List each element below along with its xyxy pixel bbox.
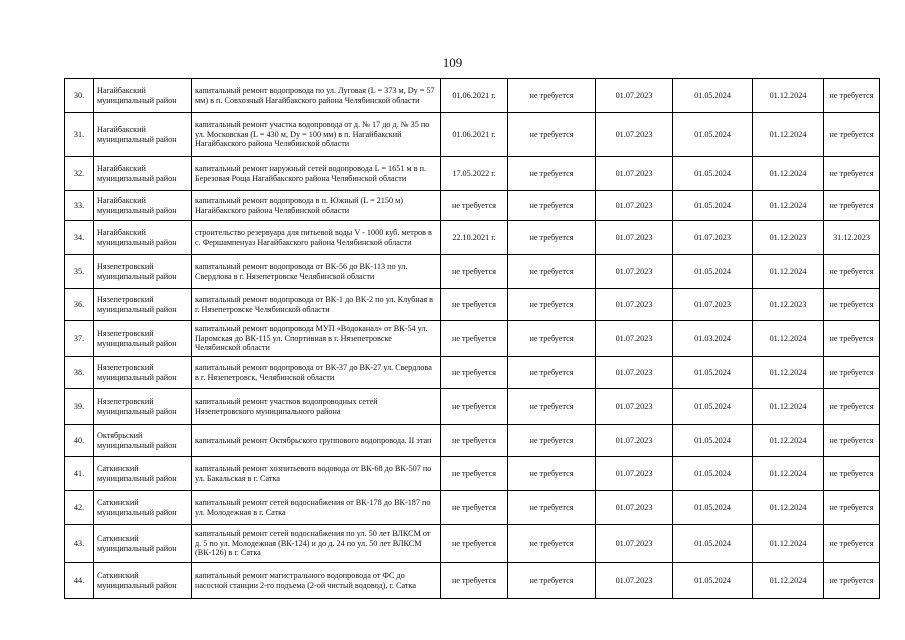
district-cell: Саткинский муниципальный район bbox=[94, 491, 192, 525]
date-6-cell: не требуется bbox=[824, 491, 880, 525]
date-6-cell: не требуется bbox=[824, 191, 880, 221]
table-row bbox=[65, 357, 880, 389]
description-cell: капитальный ремонт водопровода от ВК-56 до ВК-113 по ул. Свердлова в г. Нязепетровске Челябинской области bbox=[192, 255, 441, 289]
district-cell: Нязепетровский муниципальный район bbox=[94, 321, 192, 357]
row-number: 44. bbox=[65, 563, 94, 599]
district-cell: Саткинский муниципальный район bbox=[94, 457, 192, 491]
date-3-cell: 01.07.2023 bbox=[596, 321, 673, 357]
description-cell: капитальный ремонт водопровода от ВК-1 до ВК-2 по ул. Клубная в г. Нязепетровске Челябинской области bbox=[192, 289, 441, 321]
row-number: 31. bbox=[65, 113, 94, 157]
date-3-cell: 01.07.2023 bbox=[596, 563, 673, 599]
date-4-cell: 01.03.2024 bbox=[673, 321, 753, 357]
description-cell: капитальный ремонт водопровода в п. Южный (L = 2150 м) Нагайбакского района Челябинской области bbox=[192, 191, 441, 221]
description-cell: капитальный ремонт магистрального водопровода от ФС до насосной станции 2-го подъема (2-ой чистый водовод), г. Сатка bbox=[192, 563, 441, 599]
district-cell: Нагайбакский муниципальный район bbox=[94, 191, 192, 221]
date-4-cell: 01.05.2024 bbox=[673, 191, 753, 221]
date-1-cell: не требуется bbox=[441, 289, 508, 321]
district-cell: Нязепетровский муниципальный район bbox=[94, 357, 192, 389]
date-6-cell: 31.12.2023 bbox=[824, 221, 880, 255]
date-6-cell: не требуется bbox=[824, 79, 880, 113]
date-5-cell: 01.12.2024 bbox=[753, 321, 824, 357]
date-3-cell: 01.07.2023 bbox=[596, 157, 673, 191]
date-1-cell: не требуется bbox=[441, 357, 508, 389]
date-3-cell: 01.07.2023 bbox=[596, 113, 673, 157]
date-3-cell: 01.07.2023 bbox=[596, 221, 673, 255]
date-6-cell: не требуется bbox=[824, 425, 880, 457]
table-row bbox=[65, 321, 880, 357]
district-cell: Нязепетровский муниципальный район bbox=[94, 389, 192, 425]
date-3-cell: 01.07.2023 bbox=[596, 457, 673, 491]
date-1-cell: 22.10.2021 г. bbox=[441, 221, 508, 255]
date-4-cell: 01.05.2024 bbox=[673, 255, 753, 289]
district-cell: Саткинский муниципальный район bbox=[94, 563, 192, 599]
date-4-cell: 01.07.2023 bbox=[673, 221, 753, 255]
row-number: 42. bbox=[65, 491, 94, 525]
date-3-cell: 01.07.2023 bbox=[596, 525, 673, 563]
date-3-cell: 01.07.2023 bbox=[596, 255, 673, 289]
date-6-cell: не требуется bbox=[824, 289, 880, 321]
date-4-cell: 01.05.2024 bbox=[673, 491, 753, 525]
date-6-cell: не требуется bbox=[824, 457, 880, 491]
date-5-cell: 01.12.2024 bbox=[753, 79, 824, 113]
description-cell: капитальный ремонт Октябрьского группового водопровода. II этап bbox=[192, 425, 441, 457]
row-number: 39. bbox=[65, 389, 94, 425]
date-2-cell: не требуется bbox=[508, 563, 596, 599]
date-3-cell: 01.07.2023 bbox=[596, 191, 673, 221]
description-cell: капитальный ремонт сетей водоснабжения от ВК-178 до ВК-187 по ул. Молодежная в г. Сатка bbox=[192, 491, 441, 525]
date-4-cell: 01.05.2024 bbox=[673, 357, 753, 389]
date-4-cell: 01.05.2024 bbox=[673, 457, 753, 491]
date-1-cell: не требуется bbox=[441, 425, 508, 457]
date-5-cell: 01.12.2023 bbox=[753, 221, 824, 255]
date-2-cell: не требуется bbox=[508, 221, 596, 255]
date-5-cell: 01.12.2024 bbox=[753, 425, 824, 457]
description-cell: капитальный ремонт водопровода МУП «Водоканал» от ВК-54 ул. Паромская до ВК-115 ул. Спортивная в г. Нязепетровске Челябинской области bbox=[192, 321, 441, 357]
description-cell: строительство резервуара для питьевой воды V - 1000 куб. метров в с. Фершампенуаз Нагайбакского района Челябинской области bbox=[192, 221, 441, 255]
date-3-cell: 01.07.2023 bbox=[596, 79, 673, 113]
row-number: 43. bbox=[65, 525, 94, 563]
date-6-cell: не требуется bbox=[824, 157, 880, 191]
table-row bbox=[65, 221, 880, 255]
date-3-cell: 01.07.2023 bbox=[596, 491, 673, 525]
description-cell: капитальный ремонт водопровода от ВК-37 до ВК-27 ул. Свердлова в г. Нязепетровск, Челябинской области bbox=[192, 357, 441, 389]
date-3-cell: 01.07.2023 bbox=[596, 289, 673, 321]
table-row bbox=[65, 113, 880, 157]
date-2-cell: не требуется bbox=[508, 255, 596, 289]
date-4-cell: 01.05.2024 bbox=[673, 425, 753, 457]
date-6-cell: не требуется bbox=[824, 563, 880, 599]
table-row bbox=[65, 457, 880, 491]
date-2-cell: не требуется bbox=[508, 157, 596, 191]
date-4-cell: 01.05.2024 bbox=[673, 389, 753, 425]
table-row bbox=[65, 157, 880, 191]
row-number: 32. bbox=[65, 157, 94, 191]
date-6-cell: не требуется bbox=[824, 113, 880, 157]
date-1-cell: не требуется bbox=[441, 389, 508, 425]
date-6-cell: не требуется bbox=[824, 389, 880, 425]
projects-table bbox=[64, 78, 880, 599]
date-6-cell: не требуется bbox=[824, 255, 880, 289]
date-3-cell: 01.07.2023 bbox=[596, 389, 673, 425]
row-number: 30. bbox=[65, 79, 94, 113]
date-6-cell: не требуется bbox=[824, 321, 880, 357]
date-5-cell: 01.12.2024 bbox=[753, 357, 824, 389]
table-row bbox=[65, 289, 880, 321]
date-4-cell: 01.05.2024 bbox=[673, 113, 753, 157]
district-cell: Нагайбакский муниципальный район bbox=[94, 221, 192, 255]
row-number: 33. bbox=[65, 191, 94, 221]
description-cell: капитальный ремонт участков водопроводных сетей Нязепетровского муниципального района bbox=[192, 389, 441, 425]
district-cell: Нагайбакский муниципальный район bbox=[94, 113, 192, 157]
date-2-cell: не требуется bbox=[508, 389, 596, 425]
date-4-cell: 01.05.2024 bbox=[673, 525, 753, 563]
date-2-cell: не требуется bbox=[508, 491, 596, 525]
date-1-cell: не требуется bbox=[441, 491, 508, 525]
date-5-cell: 01.12.2024 bbox=[753, 191, 824, 221]
date-1-cell: не требуется bbox=[441, 457, 508, 491]
date-4-cell: 01.07.2023 bbox=[673, 289, 753, 321]
table-row bbox=[65, 425, 880, 457]
date-4-cell: 01.05.2024 bbox=[673, 79, 753, 113]
table-row bbox=[65, 79, 880, 113]
date-2-cell: не требуется bbox=[508, 289, 596, 321]
table-row bbox=[65, 491, 880, 525]
date-2-cell: не требуется bbox=[508, 113, 596, 157]
district-cell: Октябрьский муниципальный район bbox=[94, 425, 192, 457]
district-cell: Нагайбакский муниципальный район bbox=[94, 157, 192, 191]
date-5-cell: 01.12.2024 bbox=[753, 525, 824, 563]
date-2-cell: не требуется bbox=[508, 191, 596, 221]
date-5-cell: 01.12.2024 bbox=[753, 255, 824, 289]
description-cell: капитальный ремонт участка водопровода от д. № 17 до д. № 35 по ул. Московская (L = 430 м, Dу = 100 мм) в п. Нагайбакский Нагайбакского района Челябинской области bbox=[192, 113, 441, 157]
date-2-cell: не требуется bbox=[508, 425, 596, 457]
date-5-cell: 01.12.2024 bbox=[753, 491, 824, 525]
date-5-cell: 01.12.2024 bbox=[753, 563, 824, 599]
date-1-cell: 01.06.2021 г. bbox=[441, 79, 508, 113]
date-1-cell: не требуется bbox=[441, 321, 508, 357]
date-2-cell: не требуется bbox=[508, 321, 596, 357]
date-4-cell: 01.05.2024 bbox=[673, 563, 753, 599]
row-number: 41. bbox=[65, 457, 94, 491]
table-row bbox=[65, 389, 880, 425]
date-4-cell: 01.05.2024 bbox=[673, 157, 753, 191]
row-number: 37. bbox=[65, 321, 94, 357]
date-5-cell: 01.12.2024 bbox=[753, 157, 824, 191]
date-6-cell: не требуется bbox=[824, 525, 880, 563]
date-5-cell: 01.12.2024 bbox=[753, 113, 824, 157]
date-3-cell: 01.07.2023 bbox=[596, 425, 673, 457]
row-number: 40. bbox=[65, 425, 94, 457]
date-2-cell: не требуется bbox=[508, 79, 596, 113]
date-2-cell: не требуется bbox=[508, 357, 596, 389]
row-number: 36. bbox=[65, 289, 94, 321]
page-number: 109 bbox=[442, 55, 463, 70]
table-row bbox=[65, 563, 880, 599]
date-1-cell: 01.06.2021 г. bbox=[441, 113, 508, 157]
row-number: 38. bbox=[65, 357, 94, 389]
table-row bbox=[65, 191, 880, 221]
district-cell: Саткинский муниципальный район bbox=[94, 525, 192, 563]
date-3-cell: 01.07.2023 bbox=[596, 357, 673, 389]
description-cell: капитальный ремонт водопровода по ул. Луговая (L = 373 м, Dу = 57 мм) в п. Совхозный Нагайбакского района Челябинской области bbox=[192, 79, 441, 113]
description-cell: капитальный ремонт наружный сетей водопровода L = 1651 м в п. Березовая Роща Нагайбакского района Челябинской области bbox=[192, 157, 441, 191]
date-1-cell: не требуется bbox=[441, 563, 508, 599]
date-1-cell: не требуется bbox=[441, 255, 508, 289]
date-6-cell: не требуется bbox=[824, 357, 880, 389]
date-1-cell: не требуется bbox=[441, 191, 508, 221]
date-2-cell: не требуется bbox=[508, 457, 596, 491]
description-cell: капитальный ремонт сетей водоснабжения по ул. 50 лет ВЛКСМ от д. 5 по ул. Молодежная (ВК-124) и до д. 24 по ул. 50 лет ВЛКСМ (ВК-126) в г. Сатка bbox=[192, 525, 441, 563]
date-2-cell: не требуется bbox=[508, 525, 596, 563]
date-5-cell: 01.12.2024 bbox=[753, 457, 824, 491]
date-1-cell: 17.05.2022 г. bbox=[441, 157, 508, 191]
date-1-cell: не требуется bbox=[441, 525, 508, 563]
district-cell: Нязепетровский муниципальный район bbox=[94, 255, 192, 289]
table-row bbox=[65, 525, 880, 563]
date-5-cell: 01.12.2024 bbox=[753, 389, 824, 425]
row-number: 35. bbox=[65, 255, 94, 289]
description-cell: капитальный ремонт хозпитьевого водовода от ВК-68 до ВК-507 по ул. Бакальская в г. Сатка bbox=[192, 457, 441, 491]
table-row bbox=[65, 255, 880, 289]
district-cell: Нязепетровский муниципальный район bbox=[94, 289, 192, 321]
district-cell: Нагайбакский муниципальный район bbox=[94, 79, 192, 113]
date-5-cell: 01.12.2023 bbox=[753, 289, 824, 321]
row-number: 34. bbox=[65, 221, 94, 255]
